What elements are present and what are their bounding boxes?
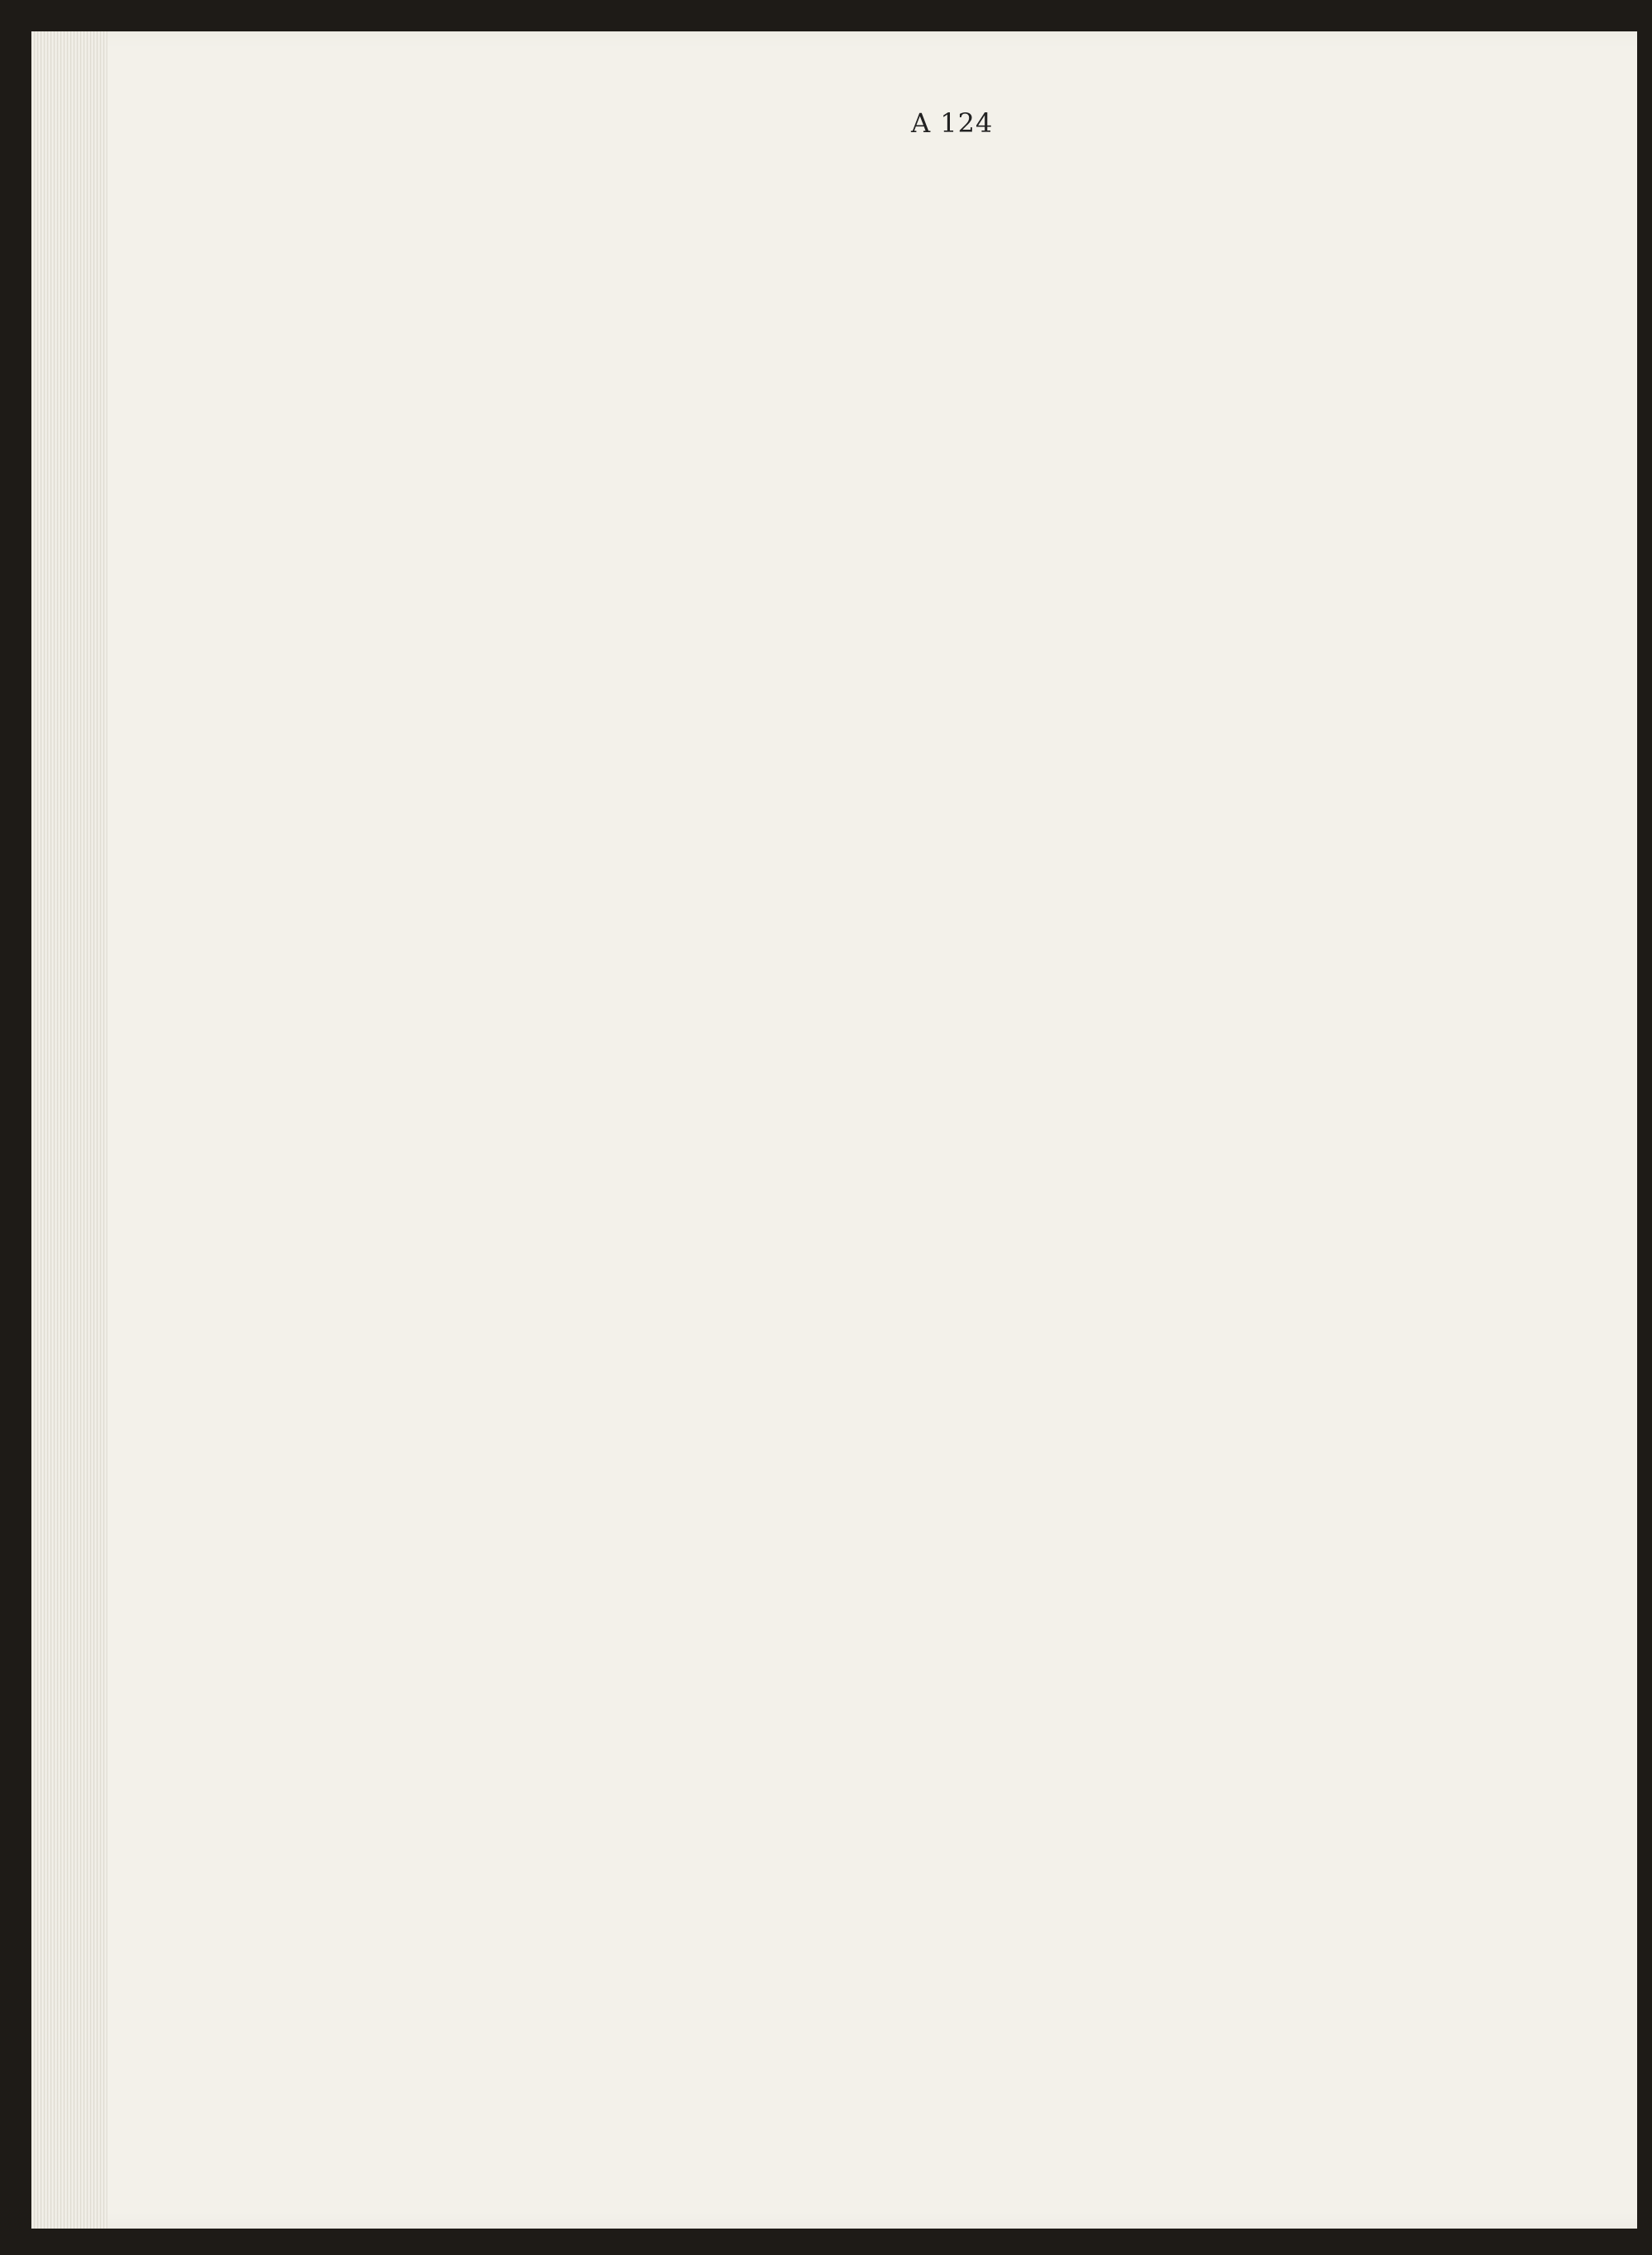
page-number: A 124 bbox=[911, 107, 994, 139]
scanned-page bbox=[31, 31, 1637, 2229]
page-edge bbox=[31, 31, 107, 2229]
